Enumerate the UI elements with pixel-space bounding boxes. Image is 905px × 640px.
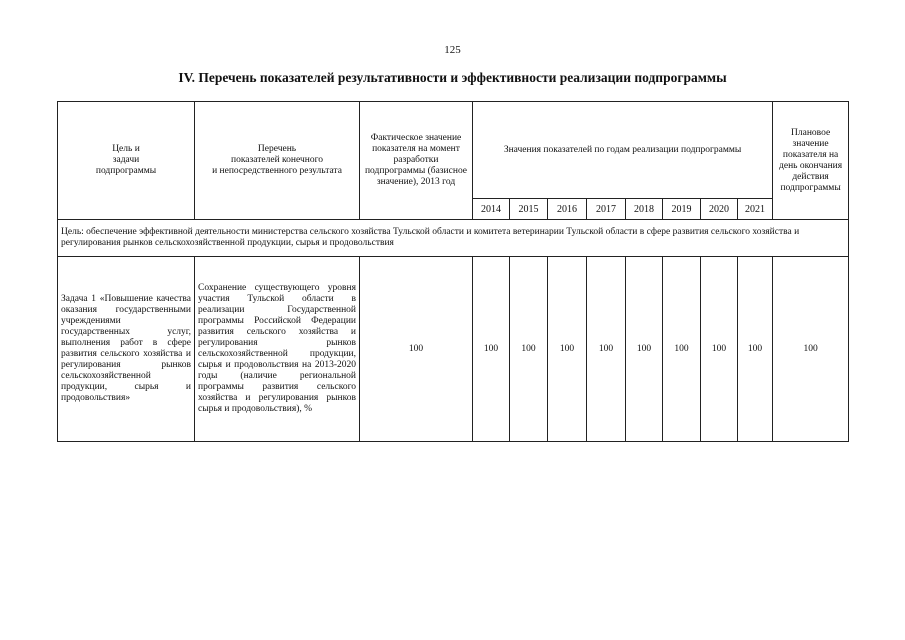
year-2017: 2017 [587, 199, 626, 220]
header-goal: Цель и задачи подпрограммы [58, 102, 195, 220]
header-baseline: Фактическое значение показателя на момент разработки подпрограммы (базисное значение), 2013 год [360, 102, 473, 220]
year-2020: 2020 [701, 199, 738, 220]
year-2014: 2014 [473, 199, 510, 220]
task-cell: Задача 1 «Повышение качества оказания государственными учреждениями государственных услуг, выполнения работ в сфере развития сельского хозяйства и регулирования рынков сельскохозяйственной продукции, сырья и продовольствия» [58, 257, 195, 442]
header-planned: Плановое значение показателя на день окончания действия подпрограммы [773, 102, 849, 220]
year-2021: 2021 [738, 199, 773, 220]
value-2016: 100 [548, 257, 587, 442]
year-2018: 2018 [626, 199, 663, 220]
value-2017: 100 [587, 257, 626, 442]
value-2020: 100 [701, 257, 738, 442]
value-2021: 100 [738, 257, 773, 442]
year-2019: 2019 [663, 199, 701, 220]
year-2016: 2016 [548, 199, 587, 220]
value-2019: 100 [663, 257, 701, 442]
value-2015: 100 [510, 257, 548, 442]
baseline-value: 100 [360, 257, 473, 442]
goal-row: Цель: обеспечение эффективной деятельности министерства сельского хозяйства Тульской области и комитета ветеринарии Тульской области в сфере развития сельского хозяйства и регулирования рынков сельскохозяйственной продукции, сырья и продовольствия [58, 220, 849, 257]
section-title: IV. Перечень показателей результативности и эффективности реализации подпрограммы [178, 70, 727, 85]
planned-value: 100 [773, 257, 849, 442]
value-2014: 100 [473, 257, 510, 442]
page-number: 125 [444, 44, 461, 56]
header-years-group: Значения показателей по годам реализации подпрограммы [473, 102, 773, 199]
value-2018: 100 [626, 257, 663, 442]
indicator-cell: Сохранение существующего уровня участия Тульской области в реализации Государственной программы Российской Федерации развития сельского хозяйства и регулирования рынков сельскохозяйственной продукции, сырья и продовольствия на 2013-2020 годы (наличие региональной программы развития сельского хозяйства и регулирования рынков сырья и продовольствия), % [195, 257, 360, 442]
indicators-table [57, 101, 849, 442]
header-indicators: Перечень показателей конечного и непосредственного результата [195, 102, 360, 220]
year-2015: 2015 [510, 199, 548, 220]
table-row [58, 257, 849, 442]
